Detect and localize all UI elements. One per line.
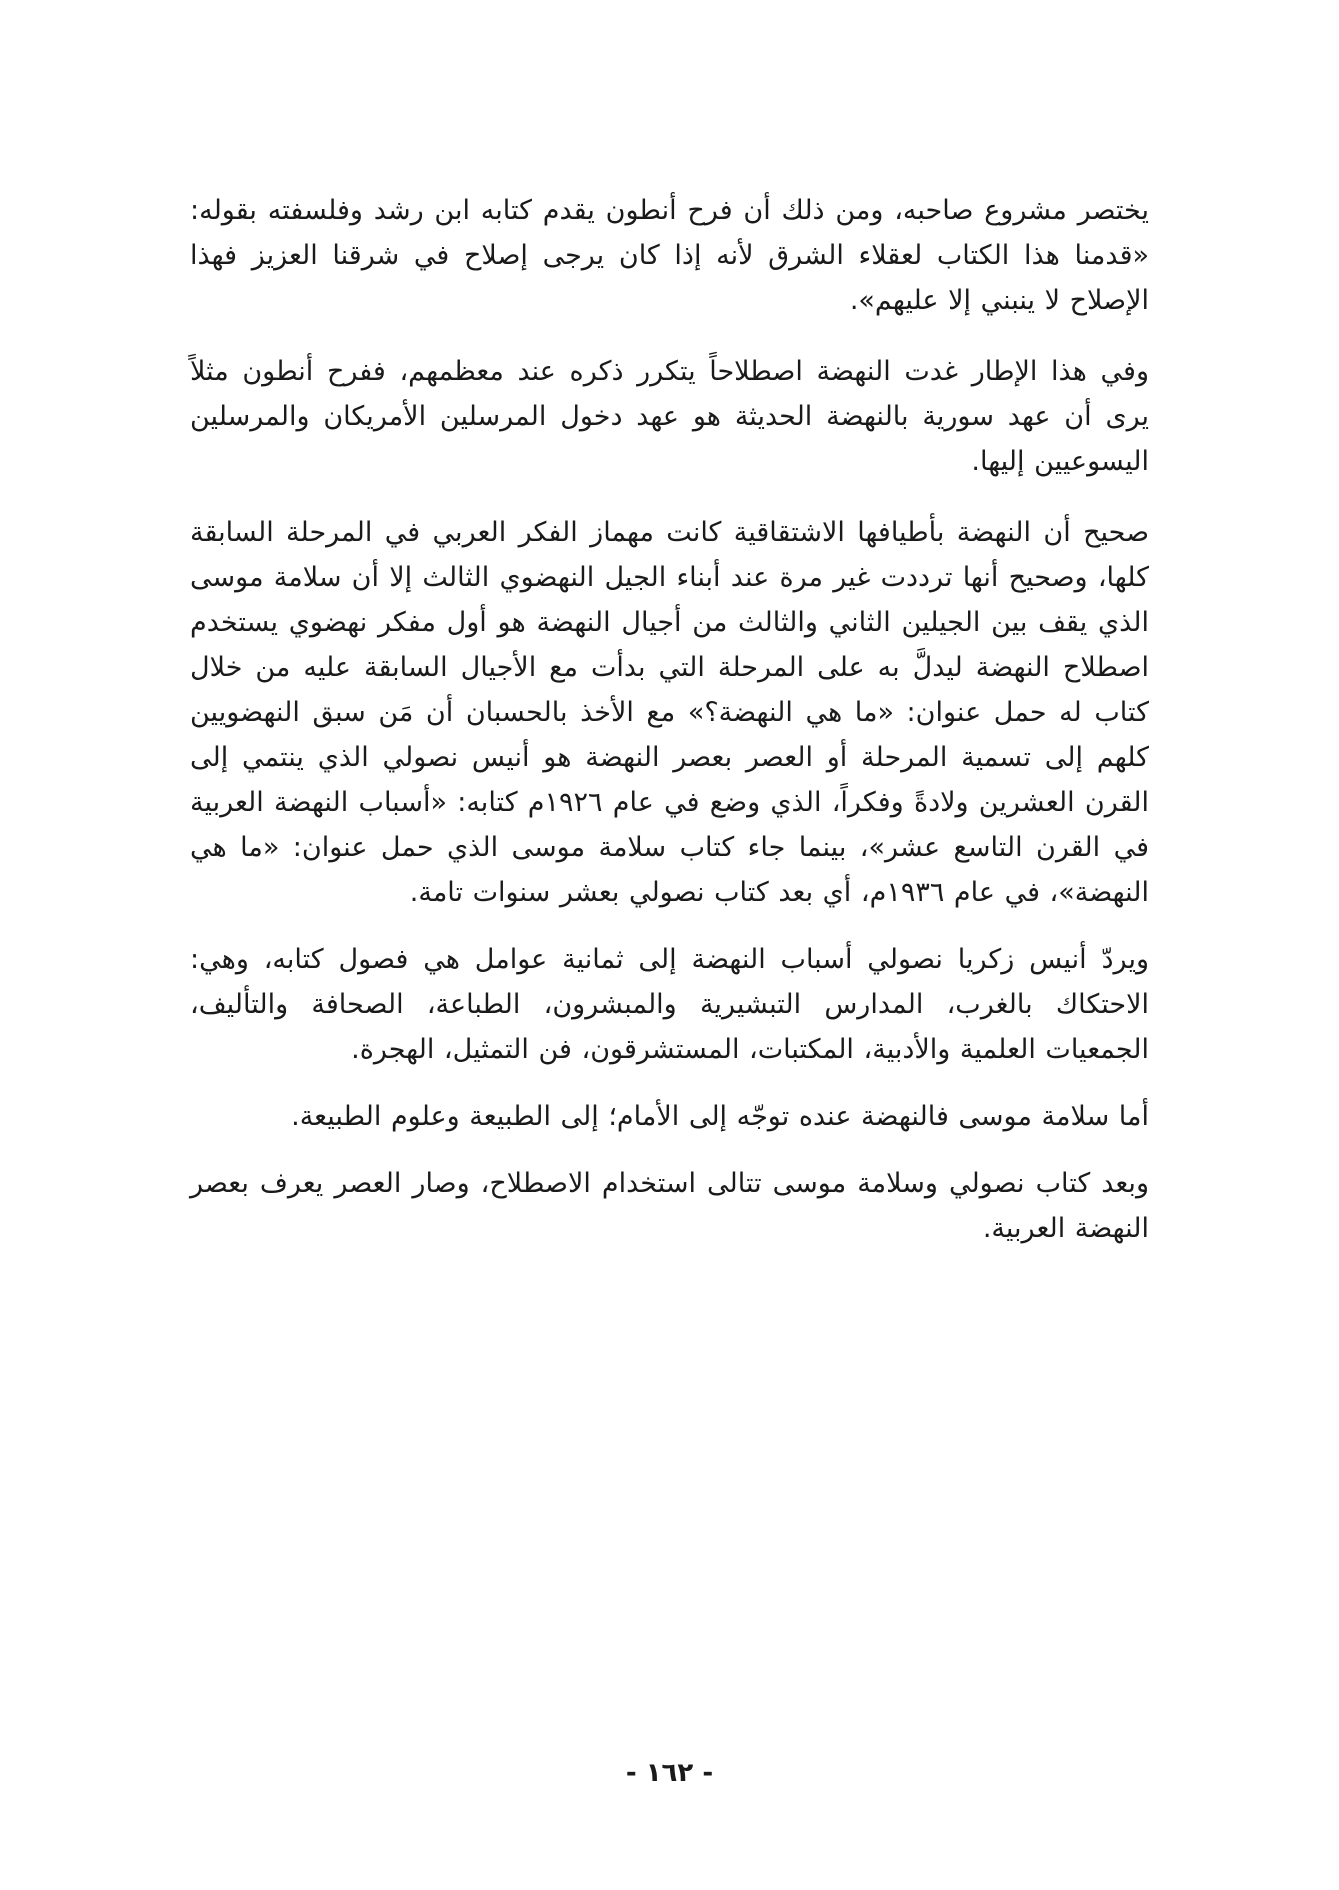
paragraph-6: وبعد كتاب نصولي وسلامة موسى تتالى استخدام الاصطلاح، وصار العصر يعرف بعصر النهضة العربية. (190, 1168, 1149, 1244)
paragraph-1: يختصر مشروع صاحبه، ومن ذلك أن فرح أنطون يقدم كتابه ابن رشد وفلسفته بقوله: «قدمنا هذا الكتاب لعقلاء الشرق لأنه إذا كان يرجى إصلاح في شرقنا العزيز فهذا الإصلاح لا ينبني إلا عليهم». (190, 195, 1149, 316)
page-number: - ١٦٢ - (625, 1758, 714, 1788)
paragraph-2: وفي هذا الإطار غدت النهضة اصطلاحاً يتكرر ذكره عند معظمهم، ففرح أنطون مثلاً يرى أن عهد سورية بالنهضة الحديثة هو عهد دخول المرسلين الأمريكان والمرسلين اليسوعيين إليها. (190, 356, 1149, 477)
page-body (190, 188, 1149, 1267)
paragraph-4: ويردّ أنيس زكريا نصولي أسباب النهضة إلى ثمانية عوامل هي فصول كتابه، وهي: الاحتكاك بالغرب، المدارس التبشيرية والمبشرون، الطباعة، الصحافة والتأليف، الجمعيات العلمية والأدبية، المكتبات، المستشرقون، فن التمثيل، الهجرة. (190, 944, 1149, 1065)
paragraph-3: صحيح أن النهضة بأطيافها الاشتقاقية كانت مهماز الفكر العربي في المرحلة السابقة كلها، وصحيح أنها ترددت غير مرة عند أبناء الجيل النهضوي الثالث إلا أن سلامة موسى الذي يقف بين الجيلين الثاني والثالث من أجيال النهضة هو أول مفكر نهضوي يستخدم اصطلاح النهضة ليدلَّ به على المرحلة التي بدأت مع الأجيال السابقة عليه من خلال كتاب له حمل عنوان: «ما هي النهضة؟» مع الأخذ بالحسبان أن مَن سبق النهضويين كلهم إلى تسمية المرحلة أو العصر بعصر النهضة هو أنيس نصولي الذي ينتمي إلى القرن العشرين ولادةً وفكراً، الذي وضع في عام ١٩٢٦م كتابه: «أسباب النهضة العربية في القرن التاسع عشر»، بينما جاء كتاب سلامة موسى الذي حمل عنوان: «ما هي النهضة»، في عام ١٩٣٦م، أي بعد كتاب نصولي بعشر سنوات تامة. (190, 517, 1149, 908)
paragraph-5: أما سلامة موسى فالنهضة عنده توجّه إلى الأمام؛ إلى الطبيعة وعلوم الطبيعة. (291, 1101, 1149, 1132)
